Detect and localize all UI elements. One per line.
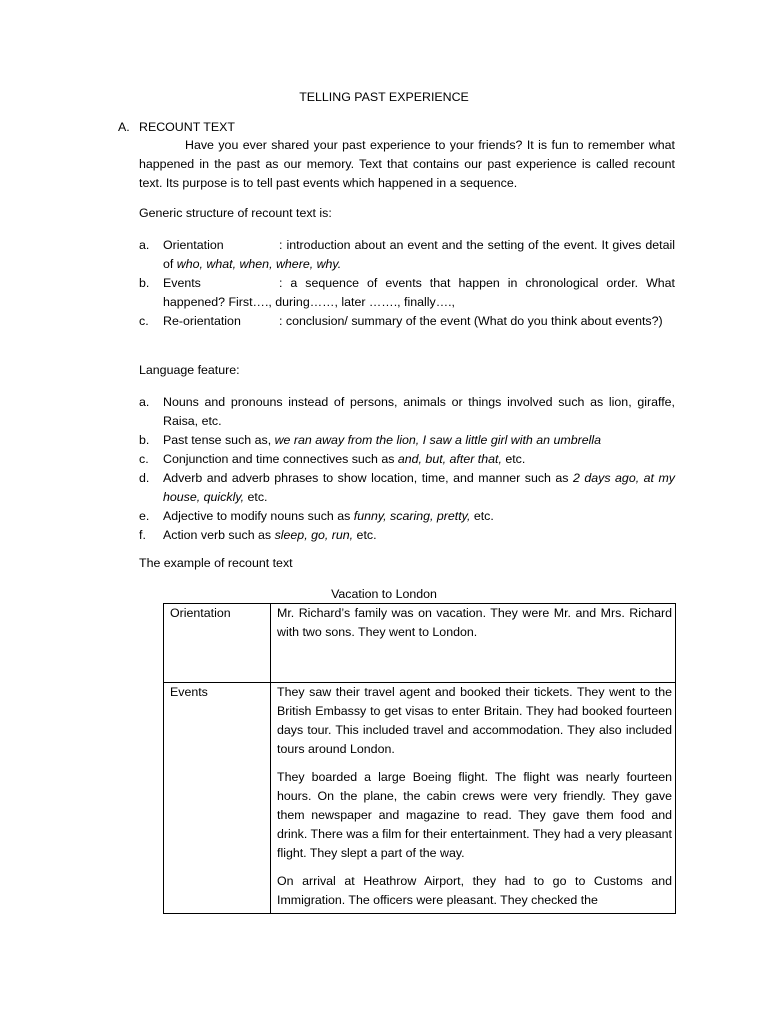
feature-example: 2 days ago, at my house, quickly,: [163, 471, 675, 504]
list-marker: f.: [139, 528, 146, 542]
generic-structure-list: [139, 236, 675, 331]
feature-text: Conjunction and time connectives such as: [163, 452, 398, 466]
intro-paragraph: Have you ever shared your past experience to your friends? It is fun to remember what happened in the past as our memory. Text that contains our past experience is called recount text. Its purpose is to tell past events which happened in a sequence.: [139, 138, 675, 190]
list-marker: a.: [139, 395, 150, 409]
feature-text: Nouns and pronouns instead of persons, animals or things involved such as lion, giraffe, Raisa, etc.: [163, 395, 675, 428]
example-heading: The example of recount text: [139, 556, 293, 570]
language-feature-heading: Language feature:: [139, 363, 240, 377]
list-item: [139, 450, 675, 469]
list-marker: e.: [139, 509, 150, 523]
generic-structure-heading: Generic structure of recount text is:: [139, 206, 332, 220]
feature-example: funny, scaring, pretty,: [353, 509, 471, 523]
list-marker: a.: [139, 238, 150, 252]
row-content: [271, 604, 676, 683]
row-label: Orientation: [164, 604, 271, 683]
list-item: [139, 312, 675, 331]
feature-text: Adverb and adverb phrases to show location, time, and manner such as: [163, 471, 573, 485]
recount-example-table: [163, 603, 676, 914]
example-caption: Vacation to London: [331, 587, 437, 601]
feature-tail: etc.: [501, 452, 526, 466]
row-label: Events: [164, 683, 271, 914]
list-item: [139, 469, 675, 507]
feature-example: we ran away from the lion, I saw a little girl with an umbrella: [274, 433, 602, 447]
section-letter: A.: [118, 120, 130, 134]
table-row: [164, 683, 676, 914]
structure-term: Re-orientation: [163, 314, 241, 328]
feature-example: sleep, go, run,: [274, 528, 354, 542]
list-item: [139, 393, 675, 431]
list-item: [139, 431, 675, 450]
section-label: RECOUNT TEXT: [139, 120, 235, 134]
structure-emphasis: who, what, when, where, why.: [176, 257, 342, 271]
content-paragraph: Mr. Richard’s family was on vacation. They were Mr. and Mrs. Richard with two sons. They went to London.: [277, 606, 672, 639]
feature-tail: etc.: [470, 509, 494, 523]
list-item: [139, 236, 675, 274]
structure-term: Events: [163, 276, 201, 290]
list-marker: c.: [139, 452, 149, 466]
list-item: [139, 274, 675, 312]
feature-text: Action verb such as: [163, 528, 275, 542]
list-marker: b.: [139, 276, 150, 290]
feature-tail: etc.: [244, 490, 268, 504]
content-paragraph: They saw their travel agent and booked their tickets. They went to the British Embassy to get visas to enter Britain. They had booked fourteen days tour. This included travel and accommodation. They also included tours around London.: [277, 685, 672, 756]
feature-tail: etc.: [353, 528, 377, 542]
list-marker: c.: [139, 314, 149, 328]
list-item: [139, 507, 675, 526]
language-feature-list: [139, 393, 675, 545]
table-row: [164, 604, 676, 683]
row-content: [271, 683, 676, 914]
page-title: TELLING PAST EXPERIENCE: [299, 90, 469, 104]
structure-description: : conclusion/ summary of the event (What do you think about events?): [279, 314, 663, 328]
feature-text: Past tense such as,: [163, 433, 275, 447]
structure-description: : a sequence of events that happen in chronological order. What happened? First…., during……, later ……., finally….,: [163, 276, 675, 309]
list-item: [139, 526, 675, 545]
structure-term: Orientation: [163, 238, 224, 252]
structure-description: : introduction about an event and the setting of the event. It gives detail of: [163, 238, 675, 271]
feature-text: Adjective to modify nouns such as: [163, 509, 354, 523]
list-marker: b.: [139, 433, 150, 447]
feature-example: and, but, after that,: [397, 452, 502, 466]
content-paragraph: They boarded a large Boeing flight. The flight was nearly fourteen hours. On the plane, the cabin crews were very friendly. They gave them newspaper and magazine to read. They gave them food and drink. There was a film for their entertainment. They had a very pleasant flight. They slept a part of the way.: [277, 770, 672, 860]
content-paragraph: On arrival at Heathrow Airport, they had to go to Customs and Immigration. The officers were pleasant. They checked the: [277, 874, 672, 907]
list-marker: d.: [139, 471, 150, 485]
